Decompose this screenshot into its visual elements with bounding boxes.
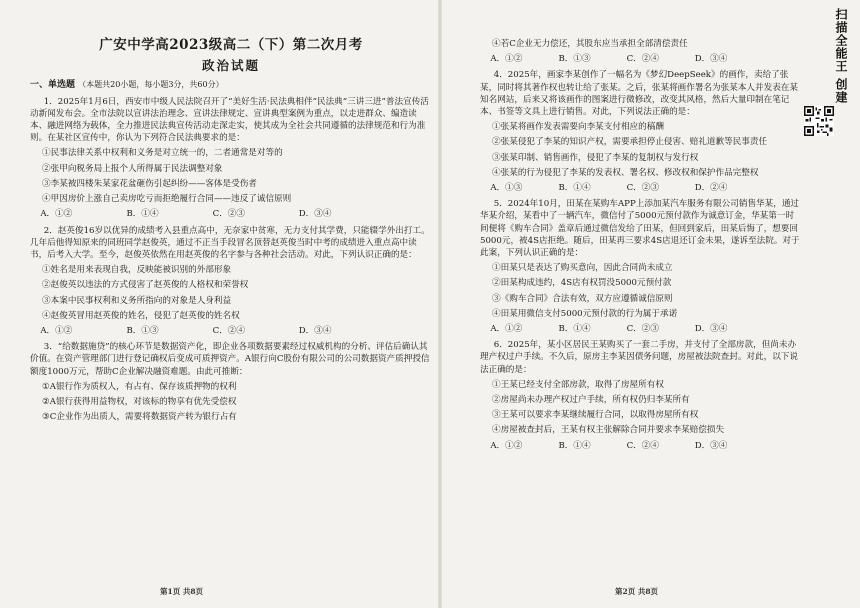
qr-code-icon	[804, 106, 834, 136]
question-2	[30, 225, 432, 338]
option-item: ①A银行作为质权人，有占有、保存该质押物的权利	[42, 381, 237, 392]
question-3-continued	[480, 38, 800, 65]
option-item: ④房屋被查封后，王某有权主张解除合同并要求李某赔偿损失	[492, 425, 725, 436]
left-column	[30, 30, 432, 426]
choice-d: D．③④	[694, 54, 728, 65]
option-item: ①民事法律关系中权利和义务是对立统一的，二者通常是对等的	[42, 148, 283, 159]
choice-c: C．②③	[626, 183, 659, 194]
choice-d: D．③④	[694, 440, 728, 451]
question-stem: 5．2024年10月，田某在某购车APP上添加某汽车服务有限公司销售华某，通过华某介绍，某看中了一辆汽车，微信付了5000元预付款作为诚意订金，华某第一时间便将《购车合同》盖章后通过微信发给了田某，但回到家后，田某后悔了，想要回5000元，被4S店拒绝。随后，田某再三要求4S店退还订金未果，遂诉至法院。对于此案，下列认识正确的是：	[480, 199, 800, 259]
choice-a: A．①②	[490, 324, 523, 335]
option-item: ③C企业作为出质人，需要将数据资产转为银行占有	[42, 412, 237, 423]
option-item: ①田某只是表达了购买意向，因此合同尚未成立	[492, 263, 673, 274]
scanner-watermark-text: 扫描全能王 创建	[834, 8, 848, 105]
option-item: ①王某已经支付全部房款，取得了房屋所有权	[492, 379, 664, 390]
answer-choices	[30, 325, 432, 337]
question-1	[30, 96, 432, 221]
answer-choices	[480, 182, 800, 194]
choice-d: D．②④	[694, 183, 728, 194]
question-stem: 3．“给数据施贷”的核心环节是数据资产化，即企业各项数据要素经过权威机构的分析、评估后确认其价值。在资产管理部门进行登记确权后变成可质押资产。A银行向C股份有限公司的公司数据资产质押授信额度1000万元，帮助C企业解决融资难题。由此可推断：	[30, 342, 430, 377]
option-item: ④张某的行为侵犯了李某的发表权、署名权、修改权和保护作品完整权	[492, 167, 759, 178]
right-page	[440, 0, 800, 608]
option-item: ③《购车合同》合法有效，双方应遵循诚信原则	[492, 293, 673, 304]
choice-b: B．①③	[558, 54, 591, 65]
option-item: ④甲因房价上涨自己卖房吃亏而拒绝履行合同——违反了诚信原则	[42, 194, 292, 205]
right-column	[480, 38, 800, 456]
question-3	[30, 341, 432, 423]
question-6	[480, 339, 800, 452]
option-item: ③张某印制、销售画作，侵犯了李某的复制权与发行权	[492, 152, 699, 163]
choice-a: A．①③	[490, 183, 523, 194]
choice-d: D．③④	[298, 325, 332, 336]
exam-title: 广安中学高2023级高二（下）第二次月考	[99, 37, 363, 53]
question-stem: 4．2025年，画家李某创作了一幅名为《梦幻DeepSeek》的画作，卖给了张某，同时将其著作权也转让给了张某。之后，张某将画作署名为张某本人并发表在某知名网站，后来又将该画作的图案进行微修改，改变其风格，然后大量印制在笔记本、书签等文具上进行销售。对此，下列说法正确的是：	[480, 70, 798, 118]
option-item: ④若C企业无力偿还，其股东应当承担全部清偿责任	[492, 39, 688, 49]
section-note: （本题共20小题，每小题3分，共60分）	[78, 79, 224, 89]
question-stem: 1．2025年1月6日，西安市中级人民法院召开了“美好生活·民法典相伴”民法典“三讲三进”普法宣传活动新闻发布会。全市法院以宣讲法治理念、宣讲法律规定、宣讲典型案例为重点，以走进群众、编造读本、融进网络为载体，全力推进民法典宣传活动走深走实，使其成为全社会共同遵循的法律规范和行为准则。在某社区宣传中，你认为下列符合民法典要求的是：	[30, 96, 429, 144]
choice-d: D．③④	[298, 209, 332, 220]
scanner-watermark-strip	[800, 0, 860, 608]
choice-a: A．①②	[40, 209, 73, 220]
question-stem: 2．赵英俊16岁以优异的成绩考入县重点高中，无奈家中贫寒，无力支付其学费，只能辍学外出打工。几年后他得知原来的同班同学赵俊英，通过不正当手段冒名顶替赵英俊当时中考的成绩进入重点高中读书，后考入大学。至今，赵俊英依然在用赵英俊的名字参与各种社会活动。对此，下列认识正确的是：	[30, 225, 430, 260]
section-heading	[30, 79, 432, 92]
choice-b: B．①④	[558, 324, 591, 335]
option-item: ①张某将画作发表需要向李某支付相应的稿酬	[492, 122, 664, 133]
answer-choices	[480, 440, 800, 452]
answer-choices	[480, 323, 800, 335]
option-item: ③李某被四楼朱某家花盆砸伤引起纠纷——客体是受伤者	[42, 178, 257, 189]
choice-a: A．①②	[490, 440, 523, 451]
option-item: ③王某可以要求李某继续履行合同，以取得房屋所有权	[492, 410, 699, 421]
choice-a: A．①②	[490, 54, 523, 65]
answer-choices	[30, 208, 432, 220]
option-item: ④赵俊英冒用赵英俊的姓名，侵犯了赵英俊的姓名权	[42, 310, 240, 321]
choice-d: D．③④	[694, 324, 728, 335]
choice-a: A．①②	[40, 325, 73, 336]
option-item: ②张某侵犯了李某的知识产权，需要承担停止侵害、赔礼道歉等民事责任	[492, 137, 768, 148]
choice-c: C．②③	[212, 209, 245, 220]
option-item: ②赵俊英以违法的方式侵害了赵英俊的人格权和荣誉权	[42, 280, 249, 291]
question-4	[480, 69, 800, 194]
choice-c: C．②④	[626, 440, 659, 451]
option-item: ③本案中民事权利和义务所指向的对象是人身利益	[42, 295, 232, 306]
choice-c: C．②④	[626, 54, 659, 65]
exam-subtitle: 政治试题	[201, 58, 260, 74]
page-footer-right: 第2页 共8页	[615, 587, 659, 597]
question-5	[480, 198, 800, 335]
choice-b: B．①④	[558, 440, 591, 451]
choice-c: C．②④	[212, 325, 245, 336]
option-item: ①姓名是用来表现自我，反映能被识别的外部形象	[42, 265, 232, 276]
choice-b: B．①④	[126, 209, 159, 220]
choice-c: C．②③	[626, 324, 659, 335]
option-item: ④田某用微信支付5000元预付款的行为属于承诺	[492, 308, 678, 319]
choice-b: B．①③	[126, 325, 159, 336]
section-label: 一、单选题	[30, 79, 76, 90]
option-item: ②张甲向税务局上报个人所得属于民法调整对象	[42, 163, 223, 174]
option-item: ②田某构成违约，4S店有权罚没5000元预付款	[492, 278, 672, 289]
question-stem: 6．2025年，某小区居民王某购买了一套二手房，并支付了全部房款，但尚未办理产权过户手续。不久后，原房主李某因债务问题，房屋被法院查封。对此，以下说法正确的是：	[480, 340, 798, 375]
option-item: ②A银行获得用益物权，对该标的物享有优先受偿权	[42, 396, 237, 407]
option-item: ②房屋尚未办理产权过户手续，所有权仍归李某所有	[492, 395, 690, 406]
choice-b: B．①④	[558, 183, 591, 194]
page-footer-left: 第1页 共8页	[160, 587, 204, 597]
answer-choices	[480, 53, 800, 65]
